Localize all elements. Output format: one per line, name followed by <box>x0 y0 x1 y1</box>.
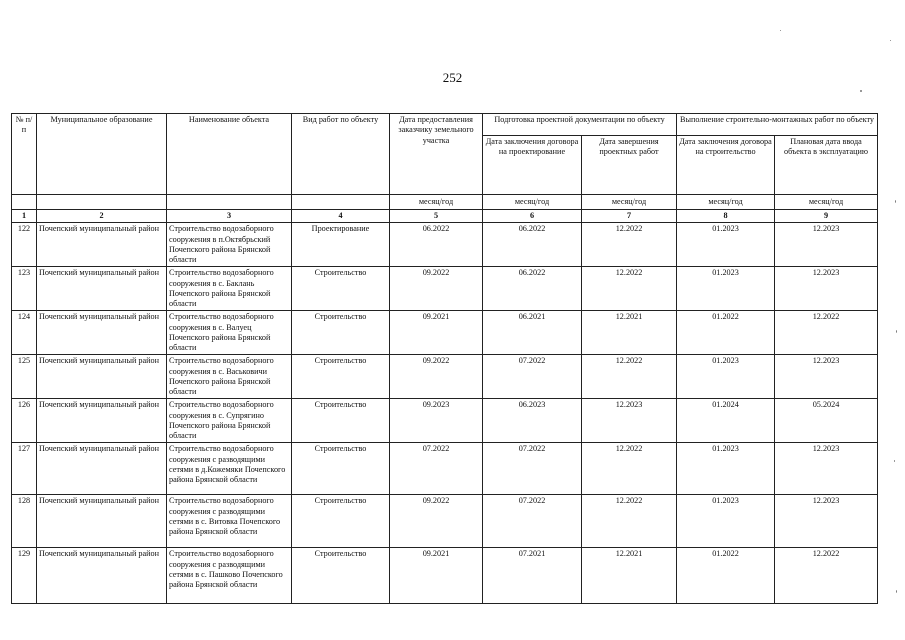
column-number: 4 <box>292 210 390 223</box>
object-name-cell: Строительство водозаборного сооружения в с. Супрягино Почепского района Брянской области <box>167 399 292 443</box>
object-name-cell: Строительство водозаборного сооружения в п.Октябрьский Почепского района Брянской области <box>167 223 292 267</box>
row-number: 126 <box>12 399 37 443</box>
design-end-cell: 12.2022 <box>582 267 677 311</box>
design-end-cell: 12.2022 <box>582 355 677 399</box>
land-date-cell: 09.2023 <box>390 399 483 443</box>
table-row <box>12 311 878 355</box>
object-name-cell: Строительство водозаборного сооружения с разводящими сетями в с. Пашково Почепского района Брянской области <box>167 548 292 604</box>
design-end-cell: 12.2021 <box>582 311 677 355</box>
table-row <box>12 267 878 311</box>
land-date-cell: 09.2022 <box>390 495 483 548</box>
unit-cell: месяц/год <box>677 195 775 210</box>
design-end-cell: 12.2022 <box>582 443 677 495</box>
build-contract-cell: 01.2023 <box>677 267 775 311</box>
design-end-cell: 12.2022 <box>582 495 677 548</box>
row-number: 127 <box>12 443 37 495</box>
municipality-cell: Почепский муниципальный район <box>37 443 167 495</box>
design-contract-cell: 07.2021 <box>483 548 582 604</box>
commission-cell: 12.2023 <box>775 495 878 548</box>
column-number: 8 <box>677 210 775 223</box>
design-contract-cell: 07.2022 <box>483 355 582 399</box>
commission-cell: 05.2024 <box>775 399 878 443</box>
scan-speck <box>894 460 895 462</box>
header-work-type: Вид работ по объекту <box>292 114 390 195</box>
commission-cell: 12.2023 <box>775 443 878 495</box>
table-row <box>12 443 878 495</box>
work-type-cell: Строительство <box>292 355 390 399</box>
design-end-cell: 12.2023 <box>582 399 677 443</box>
header-num: № п/п <box>12 114 37 195</box>
municipality-cell: Почепский муниципальный район <box>37 311 167 355</box>
units-row <box>12 195 878 210</box>
municipality-cell: Почепский муниципальный район <box>37 548 167 604</box>
table-row <box>12 399 878 443</box>
header-commission: Плановая дата ввода объекта в эксплуатацию <box>775 136 878 195</box>
header-land-date: Дата предоставления заказчику земельного участка <box>390 114 483 195</box>
work-type-cell: Проектирование <box>292 223 390 267</box>
work-type-cell: Строительство <box>292 311 390 355</box>
object-name-cell: Строительство водозаборного сооружения с разводящими сетями в с. Витовка Почепского района Брянской области <box>167 495 292 548</box>
column-number: 5 <box>390 210 483 223</box>
commission-cell: 12.2022 <box>775 548 878 604</box>
build-contract-cell: 01.2022 <box>677 311 775 355</box>
unit-cell: месяц/год <box>582 195 677 210</box>
land-date-cell: 09.2022 <box>390 355 483 399</box>
header-design-group: Подготовка проектной документации по объекту <box>483 114 677 136</box>
header-build-group: Выполнение строительно-монтажных работ по объекту <box>677 114 878 136</box>
commission-cell: 12.2023 <box>775 267 878 311</box>
work-type-cell: Строительство <box>292 267 390 311</box>
column-numbers-row <box>12 210 878 223</box>
municipality-cell: Почепский муниципальный район <box>37 267 167 311</box>
table-body <box>12 223 878 604</box>
commission-cell: 12.2022 <box>775 311 878 355</box>
municipality-cell: Почепский муниципальный район <box>37 399 167 443</box>
header-build-contract: Дата заключения договора на строительство <box>677 136 775 195</box>
commission-cell: 12.2023 <box>775 355 878 399</box>
design-end-cell: 12.2021 <box>582 548 677 604</box>
commission-cell: 12.2023 <box>775 223 878 267</box>
scan-speck <box>780 30 781 31</box>
object-name-cell: Строительство водозаборного сооружения в с. Васьковичи Почепского района Брянской области <box>167 355 292 399</box>
work-type-cell: Строительство <box>292 443 390 495</box>
header-design-contract: Дата заключения договора на проектирование <box>483 136 582 195</box>
object-name-cell: Строительство водозаборного сооружения в с. Баклань Почепского района Брянской области <box>167 267 292 311</box>
unit-cell: месяц/год <box>775 195 878 210</box>
column-number: 9 <box>775 210 878 223</box>
design-contract-cell: 06.2023 <box>483 399 582 443</box>
header-object-name: Наименование объекта <box>167 114 292 195</box>
row-number: 124 <box>12 311 37 355</box>
table-row <box>12 495 878 548</box>
scan-speck <box>896 330 897 333</box>
municipality-cell: Почепский муниципальный район <box>37 495 167 548</box>
column-number: 2 <box>37 210 167 223</box>
work-type-cell: Строительство <box>292 495 390 548</box>
build-contract-cell: 01.2023 <box>677 443 775 495</box>
unit-cell: месяц/год <box>483 195 582 210</box>
build-contract-cell: 01.2023 <box>677 495 775 548</box>
schedule-table <box>11 113 878 604</box>
work-type-cell: Строительство <box>292 399 390 443</box>
land-date-cell: 07.2022 <box>390 443 483 495</box>
land-date-cell: 09.2021 <box>390 548 483 604</box>
column-number: 3 <box>167 210 292 223</box>
header-municipality: Муниципальное образование <box>37 114 167 195</box>
work-type-cell: Строительство <box>292 548 390 604</box>
table-row <box>12 548 878 604</box>
scan-speck <box>890 40 891 41</box>
design-contract-cell: 07.2022 <box>483 495 582 548</box>
column-number: 7 <box>582 210 677 223</box>
object-name-cell: Строительство водозаборного сооружения с разводящими сетями в д.Кожемяки Почепского района Брянской области <box>167 443 292 495</box>
row-number: 125 <box>12 355 37 399</box>
object-name-cell: Строительство водозаборного сооружения в с. Валуец Почепского района Брянской области <box>167 311 292 355</box>
row-number: 128 <box>12 495 37 548</box>
row-number: 123 <box>12 267 37 311</box>
build-contract-cell: 01.2022 <box>677 548 775 604</box>
header-design-end: Дата завершения проектных работ <box>582 136 677 195</box>
build-contract-cell: 01.2024 <box>677 399 775 443</box>
column-number: 1 <box>12 210 37 223</box>
table-row <box>12 355 878 399</box>
design-contract-cell: 06.2021 <box>483 311 582 355</box>
scan-speck <box>860 90 862 92</box>
build-contract-cell: 01.2023 <box>677 223 775 267</box>
design-contract-cell: 07.2022 <box>483 443 582 495</box>
municipality-cell: Почепский муниципальный район <box>37 355 167 399</box>
design-end-cell: 12.2022 <box>582 223 677 267</box>
scan-speck <box>895 200 896 203</box>
row-number: 122 <box>12 223 37 267</box>
row-number: 129 <box>12 548 37 604</box>
page-number: 252 <box>442 70 463 85</box>
build-contract-cell: 01.2023 <box>677 355 775 399</box>
land-date-cell: 09.2022 <box>390 267 483 311</box>
land-date-cell: 09.2021 <box>390 311 483 355</box>
column-number: 6 <box>483 210 582 223</box>
table-row <box>12 223 878 267</box>
design-contract-cell: 06.2022 <box>483 267 582 311</box>
design-contract-cell: 06.2022 <box>483 223 582 267</box>
scan-speck <box>896 590 897 593</box>
unit-cell: месяц/год <box>390 195 483 210</box>
land-date-cell: 06.2022 <box>390 223 483 267</box>
municipality-cell: Почепский муниципальный район <box>37 223 167 267</box>
